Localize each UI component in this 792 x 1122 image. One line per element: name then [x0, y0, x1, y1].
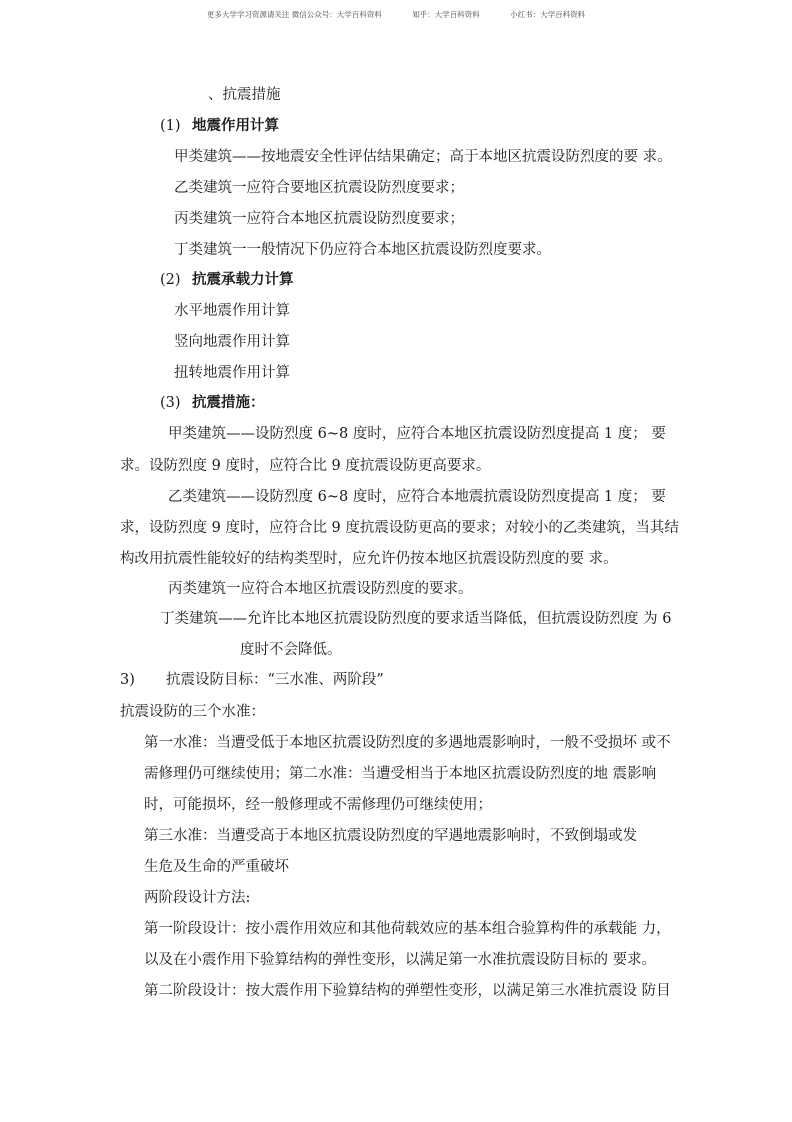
goal-number: 3) [120, 672, 135, 688]
page-header [0, 9, 792, 20]
level-line-3: 时，可能损坏，经一般修理或不需修理仍可继续使用； [144, 797, 492, 813]
subheading-1 [160, 116, 279, 136]
para-jia-line-1: 甲类建筑——设防烈度 6~8 度时，应符合本地区抗震设防烈度提高 1 度； 要 [168, 426, 666, 442]
sub2-line-3: 扭转地震作用计算 [174, 365, 290, 381]
level-line-5: 生危及生命的严重破坏 [144, 859, 289, 875]
level-line-1: 第一水准：当遭受低于本地区抗震设防烈度的多遇地震影响时，一般不受损坏 或不 [144, 735, 671, 751]
header-xiaohongshu: 小红书：大学百科资料 [510, 10, 586, 19]
header-zhihu: 知乎：大学百科资料 [412, 10, 480, 19]
subheading-3 [160, 393, 265, 413]
para-yi-line-3: 构改用抗震性能较好的结构类型时，应允许仍按本地区抗震设防烈度的要 求。 [120, 551, 618, 567]
subheading-2 [160, 270, 294, 290]
sub1-line-1: 甲类建筑——按地震安全性评估结果确定；高于本地区抗震设防烈度的要 求。 [174, 149, 672, 165]
subheading-2-number: (2) [160, 272, 181, 288]
subheading-3-number: (3) [160, 395, 181, 411]
subheading-2-title: 抗震承载力计算 [192, 271, 294, 288]
stage-line-3: 第二阶段设计：按大震作用下验算结构的弹塑性变形，以满足第三水准抗震设 防目 [144, 983, 671, 999]
stage-line-1: 第一阶段设计：按小震作用效应和其他荷载效应的基本组合验算构件的承载能 力， [144, 921, 671, 937]
header-wechat: 更多大学学习资源请关注 微信公众号：大学百科资料 [206, 10, 382, 19]
goal-title: 抗震设防目标：“三水准、两阶段” [166, 672, 384, 688]
level-line-2: 需修理仍可继续使用；第二水准：当遭受相当于本地区抗震设防烈度的地 震影响 [144, 766, 657, 782]
sub2-line-2: 竖向地震作用计算 [174, 334, 290, 350]
sub1-line-2: 乙类建筑一应符合要地区抗震设防烈度要求； [174, 180, 464, 196]
sub1-line-4: 丁类建筑一一般情况下仍应符合本地区抗震设防烈度要求。 [174, 242, 551, 258]
para-ding-line-2: 度时不会降低。 [240, 642, 342, 658]
subheading-1-title: 地震作用计算 [192, 117, 279, 134]
sub1-line-3: 丙类建筑一应符合本地区抗震设防烈度要求； [174, 211, 464, 227]
two-stage-title: 两阶段设计方法: [144, 890, 251, 906]
sub2-line-1: 水平地震作用计算 [174, 303, 290, 319]
subheading-3-title: 抗震措施： [192, 394, 265, 411]
stage-line-2: 以及在小震作用下验算结构的弹性变形，以满足第一水准抗震设防目标的 要求。 [144, 952, 657, 968]
para-jia-line-2: 求。设防烈度 9 度时，应符合比 9 度抗震设防更高要求。 [120, 458, 491, 474]
para-yi-line-1: 乙类建筑——设防烈度 6~8 度时，应符合本地震抗震设防烈度提高 1 度； 要 [168, 489, 666, 505]
level-line-4: 第三水准：当遭受高于本地区抗震设防烈度的罕遇地震影响时，不致倒塌或发 [144, 828, 637, 844]
para-yi-line-2: 求，设防烈度 9 度时，应符合比 9 度抗震设防更高的要求；对较小的乙类建筑，当其结 [120, 520, 679, 536]
goal-heading [120, 670, 384, 690]
section-title: 、抗震措施 [208, 87, 281, 103]
para-bing: 丙类建筑一应符合本地区抗震设防烈度的要求。 [168, 581, 473, 597]
para-ding-line-1: 丁类建筑——允许比本地区抗震设防烈度的要求适当降低，但抗震设防烈度 为 6 [160, 611, 672, 627]
three-levels-title: 抗震设防的三个水准： [120, 704, 265, 720]
subheading-1-number: (1) [160, 118, 181, 134]
